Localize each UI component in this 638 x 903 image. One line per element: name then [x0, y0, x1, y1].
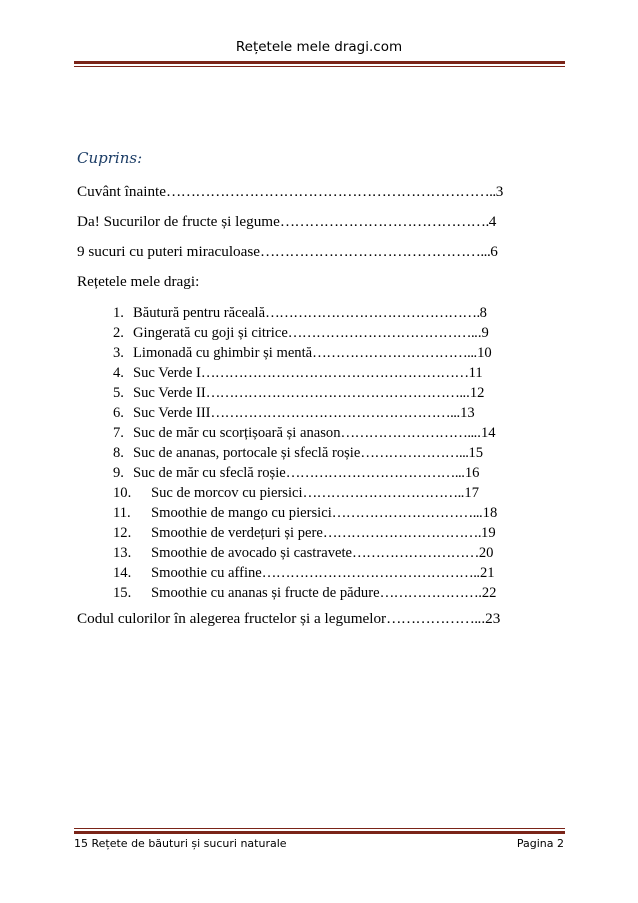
toc-entry-page: 3: [495, 183, 504, 200]
recipe-dots: ……………………………………….: [261, 565, 477, 581]
recipe-number: 5.: [113, 385, 124, 401]
recipe-dots: ……………………………………………..: [210, 405, 457, 421]
recipe-page: .10: [473, 345, 492, 361]
recipe-label: Smoothie de avocado și castravete: [151, 545, 352, 561]
recipe-item[interactable]: [113, 565, 559, 582]
recipe-label: Limonadă cu ghimbir și mentă: [133, 345, 313, 361]
recipe-number: 12.: [113, 525, 132, 541]
recipe-dots: …………………………..: [331, 505, 479, 521]
recipe-page: 19: [481, 525, 496, 541]
recipe-item[interactable]: [113, 385, 559, 402]
recipe-page: .18: [479, 505, 498, 521]
recipe-item[interactable]: [113, 365, 559, 382]
recipe-number: 10.: [113, 485, 132, 501]
recipe-dots: …………………………….: [302, 485, 461, 501]
recipe-dots: ……………………………..: [312, 345, 474, 361]
toc-entry[interactable]: [77, 213, 559, 231]
recipe-page: .21: [476, 565, 495, 581]
recipe-label: Suc Verde III: [133, 405, 211, 421]
recipe-page: 11: [468, 365, 483, 381]
toc-entry[interactable]: [77, 183, 559, 201]
toc-section-heading: [77, 273, 559, 291]
footer-rule-thick: [74, 831, 565, 834]
recipe-number: 8.: [113, 445, 124, 461]
recipe-item[interactable]: [113, 445, 559, 462]
recipe-number: 15.: [113, 585, 132, 601]
recipe-page: ..14: [473, 425, 496, 441]
footer-book-title: 15 Rețete de băuturi și sucuri naturale: [74, 837, 287, 850]
recipe-number: 3.: [113, 345, 124, 361]
recipe-dots: …………………: [379, 585, 479, 601]
recipe-page: ..9: [474, 325, 489, 341]
recipe-dots: ………………………: [352, 545, 479, 561]
recipe-page: .22: [478, 585, 497, 601]
toc-entry-label: Rețetele mele dragi:: [77, 273, 200, 290]
toc-entry-label: Da! Sucurilor de fructe și legume: [77, 213, 280, 230]
toc-entry-dots: ……………….: [386, 610, 478, 627]
toc-entry-page: ..23: [477, 610, 501, 627]
recipe-dots: …………………...: [360, 445, 469, 461]
recipe-label: Suc de măr cu sfeclă roșie: [133, 465, 286, 481]
header-rule-thin: [74, 66, 565, 67]
header-title: Rețetele mele dragi.com: [235, 39, 403, 55]
recipe-item[interactable]: [113, 345, 559, 362]
recipe-label: Suc de morcov cu piersici: [151, 485, 303, 501]
recipe-item[interactable]: [113, 585, 559, 602]
toc-entry[interactable]: [77, 610, 559, 628]
recipe-number: 6.: [113, 405, 124, 421]
recipe-label: Suc de ananas, portocale și sfeclă roșie: [133, 445, 361, 461]
recipe-item[interactable]: [113, 325, 559, 342]
recipe-number: 7.: [113, 425, 124, 441]
toc-entry-dots: …………………………………………………………..: [166, 183, 496, 200]
recipe-item[interactable]: [113, 525, 559, 542]
recipe-item[interactable]: [113, 425, 559, 442]
toc-entry-page: 6: [490, 243, 498, 260]
recipe-number: 11.: [113, 505, 131, 521]
recipe-label: Smoothie de mango cu piersici: [151, 505, 332, 521]
recipe-item[interactable]: [113, 485, 559, 502]
recipe-number: 13.: [113, 545, 132, 561]
recipe-item[interactable]: [113, 545, 559, 562]
recipe-label: Suc de măr cu scorțișoară și anason: [133, 425, 341, 441]
footer-rule-thin: [74, 828, 565, 829]
recipe-page: 8: [479, 305, 487, 321]
recipe-page: .13: [456, 405, 475, 421]
recipe-number: 2.: [113, 325, 124, 341]
recipe-page: 15: [468, 445, 484, 461]
recipe-page: 20: [478, 545, 494, 561]
recipe-dots: ……………………………………….: [265, 305, 480, 321]
footer-page-number: Pagina 2: [516, 837, 564, 850]
recipe-dots: ………………………………..: [285, 465, 462, 481]
toc-entry-label: Cuvânt înainte: [77, 183, 166, 200]
recipe-number: 1.: [113, 305, 124, 321]
toc-title: Cuprins:: [77, 149, 143, 167]
recipe-item[interactable]: [113, 405, 559, 422]
recipe-dots: ………………………………….: [287, 325, 475, 341]
recipe-label: Gingerată cu goji și citrice: [133, 325, 288, 341]
recipe-label: Smoothie cu ananas și fructe de pădure: [151, 585, 380, 601]
recipe-dots: ………………………..: [340, 425, 474, 441]
recipe-item[interactable]: [113, 465, 559, 482]
header-rule-thick: [74, 61, 565, 64]
toc-entry-label: Codul culorilor în alegerea fructelor și a legumelor: [77, 610, 387, 627]
recipe-item[interactable]: [113, 505, 559, 522]
recipe-dots: …………………………….: [322, 525, 482, 541]
toc-entry[interactable]: [77, 243, 559, 261]
recipe-number: 9.: [113, 465, 124, 481]
recipe-number: 14.: [113, 565, 132, 581]
toc-entry-dots: …………………………………….: [279, 213, 489, 230]
recipe-label: Băutură pentru răceală: [133, 305, 266, 321]
toc-entry-label: 9 sucuri cu puteri miraculoase: [77, 243, 261, 260]
toc-entry-page: 4: [488, 213, 497, 230]
recipe-page: .17: [460, 485, 480, 501]
toc-entry-dots: ………………………………………...: [260, 243, 491, 260]
recipe-label: Suc Verde II: [133, 385, 206, 401]
recipe-page: .16: [461, 465, 480, 481]
recipe-item[interactable]: [113, 305, 559, 322]
recipe-label: Suc Verde I: [133, 365, 201, 381]
recipe-number: 4.: [113, 365, 124, 381]
recipe-page: ..12: [462, 385, 485, 401]
recipe-dots: ……………………………………………….: [205, 385, 463, 401]
recipe-label: Smoothie cu affine: [151, 565, 262, 581]
recipe-label: Smoothie de verdețuri și pere: [151, 525, 323, 541]
recipe-dots: …………………………………………………: [200, 365, 469, 381]
